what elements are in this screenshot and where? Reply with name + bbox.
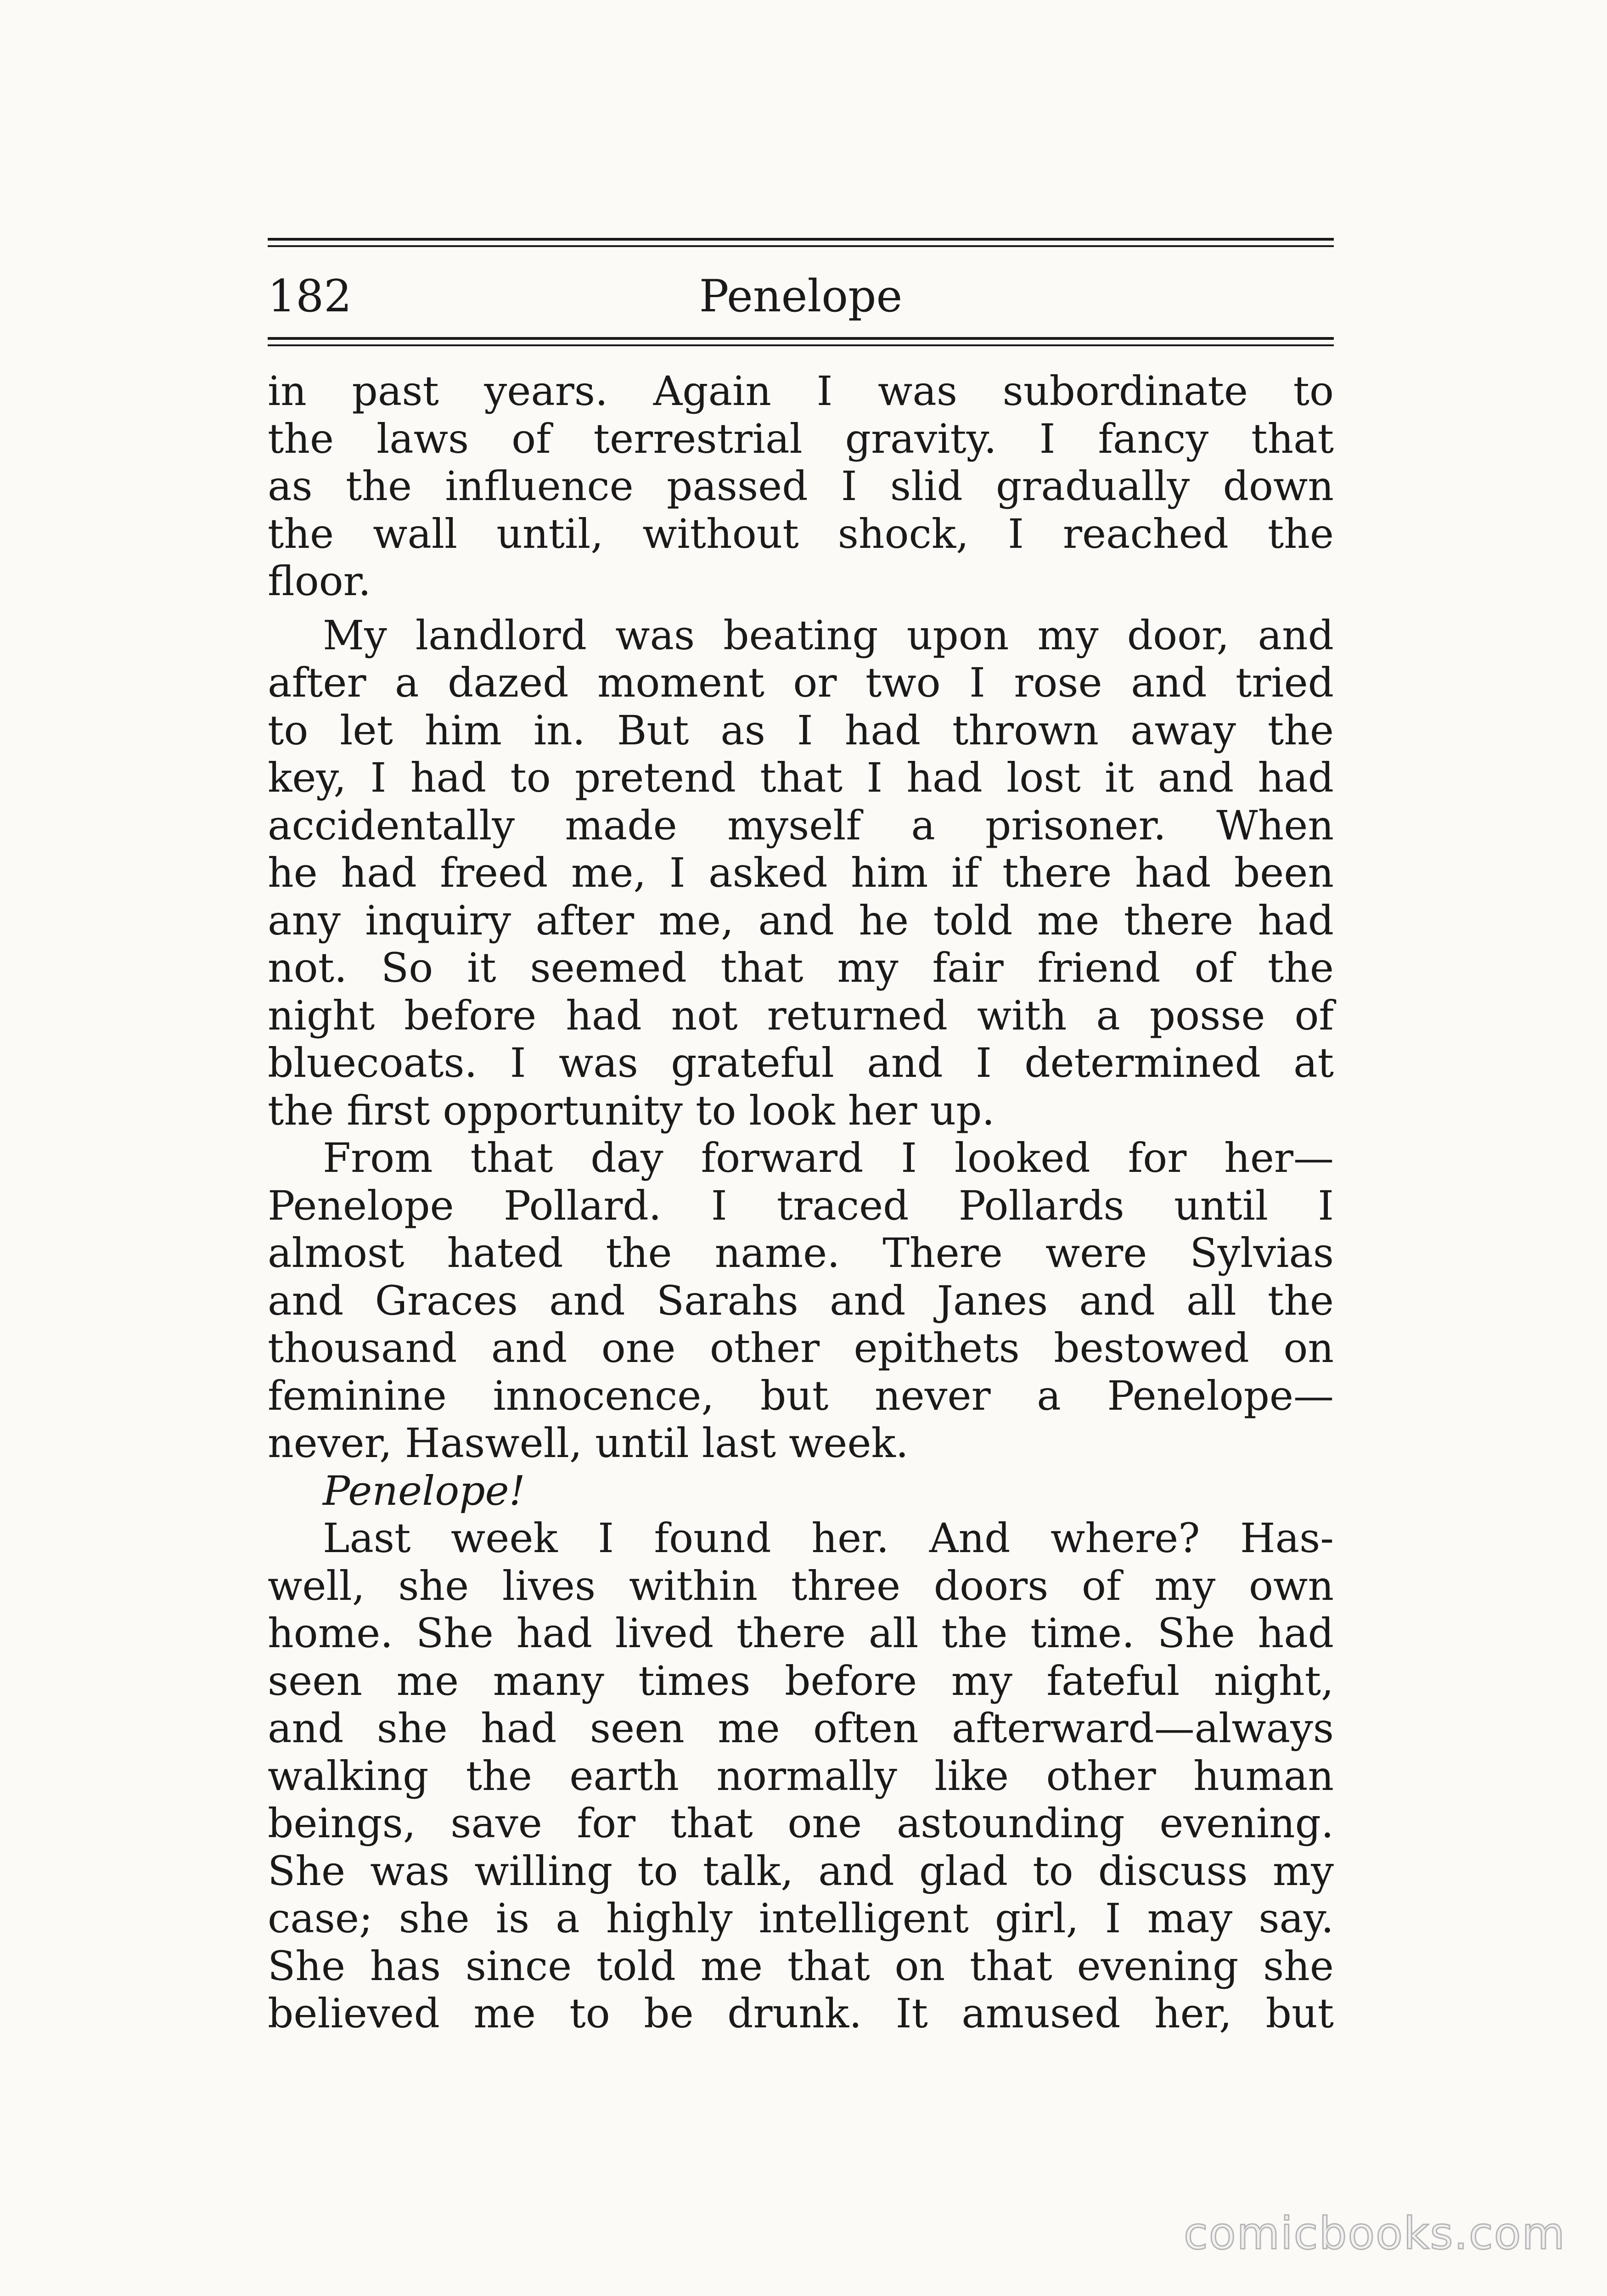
text-line: well, she lives within three doors of my own (268, 1562, 1334, 1609)
header-rule-top-thin (268, 245, 1334, 247)
page-header (268, 264, 1334, 328)
text-line: feminine innocence, but never a Penelope— (268, 1372, 1334, 1419)
site-watermark: comicbooks.com (1183, 2208, 1566, 2259)
header-rule-bottom-thin (268, 344, 1334, 346)
paragraph-2 (268, 612, 1334, 1135)
text-line: and she had seen me often afterward—always (268, 1705, 1334, 1752)
text-line: he had freed me, I asked him if there had been (268, 849, 1334, 896)
text-line: walking the earth normally like other human (268, 1752, 1334, 1800)
text-line: floor. (268, 557, 371, 605)
text-line: seen me many times before my fateful night, (268, 1657, 1334, 1705)
text-line: not. So it seemed that my fair friend of the (268, 944, 1334, 991)
text-line: bluecoats. I was grateful and I determined at (268, 1039, 1334, 1086)
text-line: She has since told me that on that evening she (268, 1942, 1334, 1990)
text-line: home. She had lived there all the time. She had (268, 1609, 1334, 1657)
text-line: and Graces and Sarahs and Janes and all the (268, 1277, 1334, 1324)
running-title: Penelope (699, 270, 903, 322)
text-line: From that day forward I looked for her— (323, 1134, 1334, 1182)
text-line: Penelope Pollard. I traced Pollards until I (268, 1182, 1334, 1229)
text-line: She was willing to talk, and glad to discuss my (268, 1847, 1334, 1895)
text-line: accidentally made myself a prisoner. When (268, 801, 1334, 849)
text-line: case; she is a highly intelligent girl, I may say. (268, 1895, 1334, 1942)
italic-exclamation: Penelope! (323, 1467, 525, 1514)
text-line: night before had not returned with a posse of (268, 991, 1334, 1039)
text-line: key, I had to pretend that I had lost it and had (268, 754, 1334, 801)
body-text (268, 367, 1334, 2037)
text-line: never, Haswell, until last week. (268, 1419, 909, 1467)
text-line: any inquiry after me, and he told me there had (268, 896, 1334, 944)
text-line: to let him in. But as I had thrown away the (268, 706, 1334, 754)
text-line: the wall until, without shock, I reached the (268, 510, 1334, 557)
text-line: believed me to be drunk. It amused her, but (268, 1990, 1334, 2037)
text-line: the first opportunity to look her up. (268, 1086, 995, 1134)
header-rule-bottom (268, 337, 1334, 340)
text-line: beings, save for that one astounding evening. (268, 1800, 1334, 1847)
text-line: as the influence passed I slid gradually down (268, 462, 1334, 510)
paragraph-3 (268, 1134, 1334, 1467)
text-line: My landlord was beating upon my door, and (323, 611, 1334, 659)
text-line: almost hated the name. There were Sylvias (268, 1229, 1334, 1277)
text-line: Last week I found her. And where? Has- (323, 1514, 1334, 1562)
header-rule-top (268, 238, 1334, 241)
text-line: the laws of terrestrial gravity. I fancy that (268, 415, 1334, 462)
page-number: 182 (268, 270, 352, 322)
text-line: in past years. Again I was subordinate to (268, 367, 1334, 415)
paragraph-1 (268, 367, 1334, 605)
text-line: thousand and one other epithets bestowed on (268, 1324, 1334, 1372)
paragraph-5 (268, 1514, 1334, 2037)
text-line: after a dazed moment or two I rose and tried (268, 659, 1334, 706)
